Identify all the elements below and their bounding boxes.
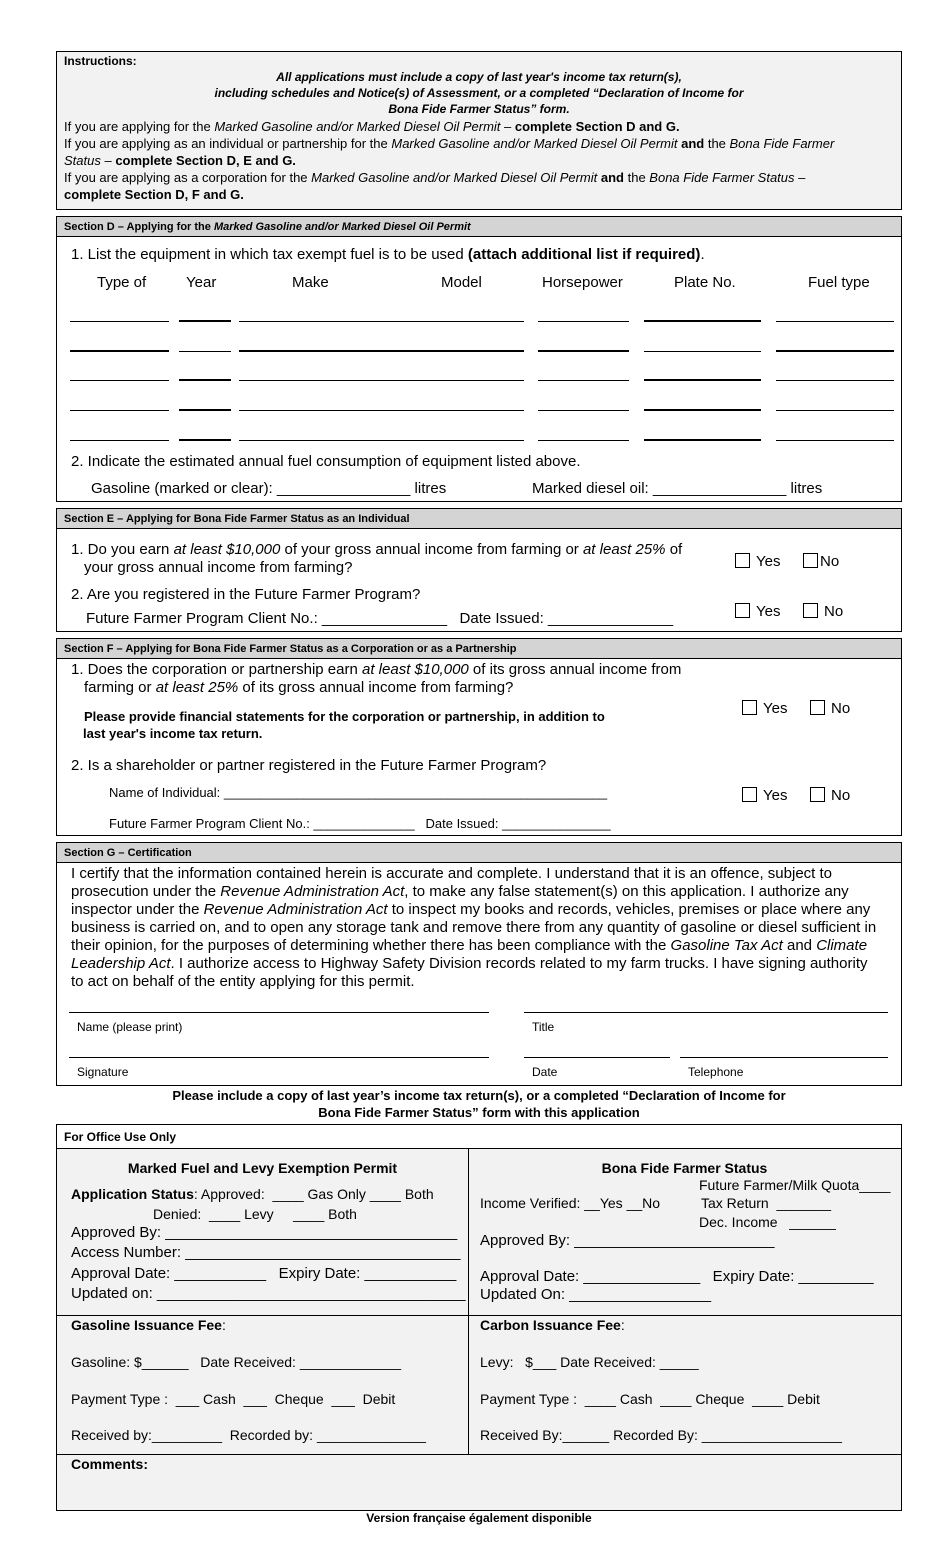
comments-field[interactable] — [57, 1475, 901, 1510]
instructions-bold-line-1: All applications must include a copy of last year's income tax return(s), — [276, 70, 682, 84]
checkbox-icon — [803, 553, 818, 568]
column-plate-no: Plate No. — [674, 274, 736, 291]
office-use-title: For Office Use Only — [64, 1130, 177, 1144]
diesel-consumption-field[interactable]: Marked diesel oil: ________________ litres — [532, 480, 823, 497]
footer-french-version: Version française également disponible — [366, 1511, 592, 1525]
section-d-title: Section D – Applying for the Marked Gasoline and/or Marked Diesel Oil Permit — [57, 217, 901, 237]
section-f-q2-no[interactable]: No — [810, 787, 850, 804]
gasoline-payment-type[interactable]: Payment Type : ___ Cash ___ Cheque ___ Debit — [71, 1391, 396, 1407]
section-f-title: Section F – Applying for Bona Fide Farmer Status as a Corporation or as a Partnership — [57, 639, 901, 659]
date-field[interactable] — [524, 1057, 670, 1058]
instructions-heading: Instructions: — [64, 54, 137, 68]
section-f-q1-yes[interactable]: Yes — [742, 700, 787, 717]
checkbox-icon — [742, 787, 757, 802]
instructions-bold-line-3: Bona Fide Farmer Status” form. — [388, 102, 570, 116]
section-g — [56, 842, 902, 1086]
column-year: Year — [186, 274, 217, 291]
name-print-label: Name (please print) — [77, 1020, 183, 1034]
checkbox-icon — [803, 603, 818, 618]
section-f-q1-no[interactable]: No — [810, 700, 850, 717]
right-approval-expiry-field[interactable]: Approval Date: ______________ Expiry Date: _________ — [480, 1268, 874, 1285]
checkbox-icon — [742, 700, 757, 715]
instructions-bold-line-2: including schedules and Notice(s) of Assessment, or a completed “Declaration of Income for — [214, 86, 744, 100]
carbon-issuance-fee-heading: Carbon Issuance Fee: — [480, 1317, 625, 1333]
dec-income-field[interactable]: Dec. Income ______ — [699, 1214, 836, 1230]
signature-label: Signature — [77, 1065, 129, 1079]
section-g-title: Section G – Certification — [57, 843, 901, 863]
section-f-client-no-field[interactable]: Future Farmer Program Client No.: ______________ Date Issued: _______________ — [109, 816, 611, 831]
office-use-body — [57, 1148, 901, 1510]
column-fuel-type: Fuel type — [808, 274, 870, 291]
telephone-label: Telephone — [688, 1065, 744, 1079]
section-f-note-2: last year's income tax return. — [83, 726, 263, 741]
instructions-box — [56, 51, 902, 210]
section-f-question-1: 1. Does the corporation or partnership earn at least $10,000 of its gross annual income from — [71, 661, 682, 678]
section-e-question-2: 2. Are you registered in the Future Farmer Program? — [71, 586, 421, 603]
instructions-line-5: complete Section D, F and G. — [64, 187, 244, 202]
checkbox-icon — [810, 787, 825, 802]
approved-by-field[interactable]: Approved By: ___________________________________ — [71, 1224, 458, 1241]
bona-fide-heading: Bona Fide Farmer Status — [601, 1160, 768, 1176]
name-print-field[interactable] — [69, 1012, 489, 1013]
column-model: Model — [441, 274, 482, 291]
gasoline-fee-field[interactable]: Gasoline: $______ Date Received: _____________ — [71, 1354, 402, 1370]
checkbox-icon — [810, 700, 825, 715]
section-f-question-1-cont: farming or at least 25% of its gross annual income from farming? — [84, 679, 514, 696]
section-f-q2-yes[interactable]: Yes — [742, 787, 787, 804]
gasoline-received-field[interactable]: Received by:_________ Recorded by: ______________ — [71, 1427, 426, 1443]
section-f — [56, 638, 902, 836]
future-farmer-field[interactable]: Future Farmer/Milk Quota____ — [699, 1177, 891, 1193]
section-e — [56, 508, 902, 632]
approval-expiry-field[interactable]: Approval Date: ___________ Expiry Date: ___________ — [71, 1265, 457, 1282]
column-type-of: Type of — [97, 274, 147, 291]
instructions-line-2: If you are applying as an individual or partnership for the Marked Gasoline and/or Marked Diesel Oil Permit and the Bona Fide Farmer — [64, 136, 835, 151]
checkbox-icon — [735, 553, 750, 568]
column-horsepower: Horsepower — [542, 274, 623, 291]
section-d-question-2: 2. Indicate the estimated annual fuel consumption of equipment listed above. — [71, 453, 581, 470]
reminder-line-2: Bona Fide Farmer Status” form with this application — [318, 1105, 640, 1120]
denied-status[interactable]: Denied: ____ Levy ____ Both — [153, 1206, 357, 1222]
checkbox-icon — [735, 603, 750, 618]
tax-return-field[interactable]: Tax Return _______ — [701, 1195, 831, 1211]
carbon-payment-type[interactable]: Payment Type : ____ Cash ____ Cheque ____ Debit — [480, 1391, 820, 1407]
section-e-question-1-cont: your gross annual income from farming? — [84, 559, 353, 576]
section-f-note-1: Please provide financial statements for the corporation or partnership, in addition to — [84, 709, 605, 724]
comments-label: Comments: — [71, 1456, 149, 1472]
title-label: Title — [532, 1020, 555, 1034]
section-e-title: Section E – Applying for Bona Fide Farmer Status as an Individual — [57, 509, 901, 529]
permit-heading: Marked Fuel and Levy Exemption Permit — [127, 1160, 398, 1176]
reminder-line-1: Please include a copy of last year’s income tax return(s), or a completed “Declaration of Income for — [172, 1088, 786, 1103]
section-e-q1-no[interactable]: No — [803, 553, 839, 570]
section-d-question-1: 1. List the equipment in which tax exempt fuel is to be used (attach additional list if required). — [71, 246, 705, 263]
carbon-received-field[interactable]: Received By:______ Recorded By: __________________ — [480, 1427, 842, 1443]
section-e-question-1: 1. Do you earn at least $10,000 of your gross annual income from farming or at least 25% of — [71, 541, 683, 558]
section-d — [56, 216, 902, 502]
updated-on-field[interactable]: Updated on: _____________________________________ — [71, 1285, 466, 1302]
instructions-line-3: Status – complete Section D, E and G. — [64, 153, 296, 168]
right-updated-on-field[interactable]: Updated On: _________________ — [480, 1286, 712, 1303]
levy-fee-field[interactable]: Levy: $___ Date Received: _____ — [480, 1354, 699, 1370]
section-f-question-2: 2. Is a shareholder or partner registered in the Future Farmer Program? — [71, 757, 547, 774]
certification-text: I certify that the information contained herein is accurate and complete. I understand that it is an offence, subject to prosecution under the Revenue Administration Act, to make any false statement(s) on this application. I authorize any inspector under the Revenue Administration Act to inspect my books and records, vehicles, premises or place where any business is carried on, and to open any storage tank and remove there from any quantity of gasoline or diesel sufficient in their opinion, for the purposes of determining whether there has been compliance with the Gasoline Tax Act and Climate Leadership Act. I authorize access to Highway Safety Division records related to my farm trucks. I have signing authority to act on behalf of the entity applying for this permit. — [71, 865, 877, 990]
title-field[interactable] — [524, 1012, 888, 1013]
telephone-field[interactable] — [680, 1057, 888, 1058]
instructions-line-1: If you are applying for the Marked Gasoline and/or Marked Diesel Oil Permit – complete Section D and G. — [64, 119, 680, 134]
instructions-line-4: If you are applying as a corporation for the Marked Gasoline and/or Marked Diesel Oil Permit and the Bona Fide Farmer Status – — [64, 170, 806, 185]
date-label: Date — [532, 1065, 558, 1079]
signature-field[interactable] — [69, 1057, 489, 1058]
gasoline-issuance-fee-heading: Gasoline Issuance Fee: — [71, 1317, 226, 1333]
section-f-individual-name-field[interactable]: Name of Individual: _____________________________________________________ — [109, 785, 608, 800]
section-e-q2-no[interactable]: No — [803, 603, 843, 620]
section-e-client-no-field[interactable]: Future Farmer Program Client No.: _______________ Date Issued: _______________ — [86, 610, 674, 627]
right-approved-by-field[interactable]: Approved By: ________________________ — [480, 1232, 775, 1249]
section-e-q2-yes[interactable]: Yes — [735, 603, 780, 620]
gasoline-consumption-field[interactable]: Gasoline (marked or clear): ________________ litres — [91, 480, 447, 497]
access-number-field[interactable]: Access Number: _________________________________ — [71, 1244, 461, 1261]
application-status[interactable]: Application Status: Approved: ____ Gas Only ____ Both — [71, 1186, 434, 1202]
column-make: Make — [292, 274, 329, 291]
office-use-box — [56, 1124, 902, 1511]
section-e-q1-yes[interactable]: Yes — [735, 553, 780, 570]
income-verified-field[interactable]: Income Verified: __Yes __No — [480, 1195, 661, 1211]
